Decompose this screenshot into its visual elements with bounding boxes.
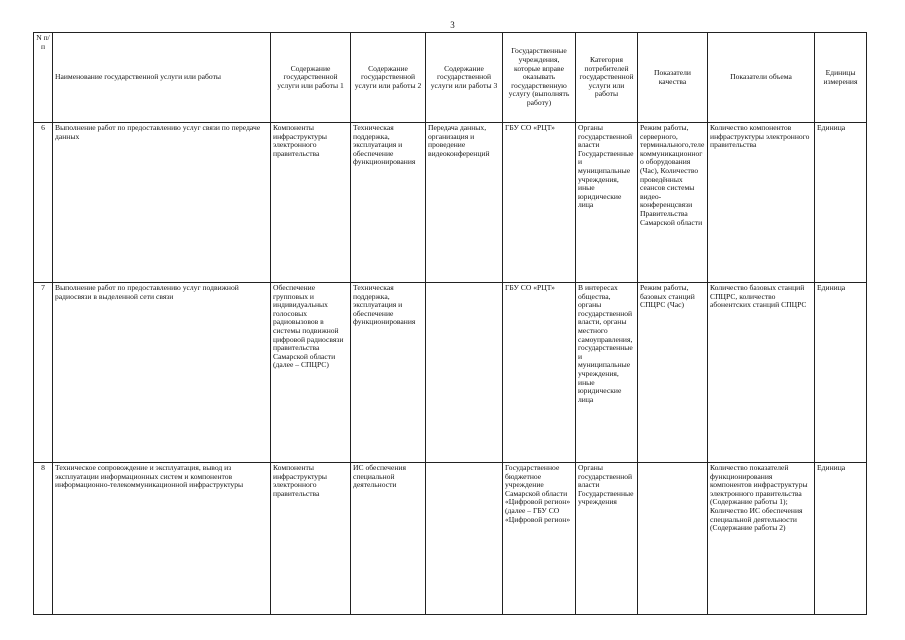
table-header-row xyxy=(34,33,867,123)
row-content1: Компоненты инфраструктуры электронного правительства xyxy=(271,123,351,283)
table-row xyxy=(34,463,867,615)
row-institutions: ГБУ СО «РЦТ» xyxy=(503,123,576,283)
row-consumers: Органы государственной власти Государственные учреждения xyxy=(576,463,638,615)
row-name: Выполнение работ по предоставлению услуг связи по передаче данных xyxy=(53,123,271,283)
table-row xyxy=(34,123,867,283)
row-units: Единица xyxy=(815,123,867,283)
row-content1: Компоненты инфраструктуры электронного правительства xyxy=(271,463,351,615)
header-institutions: Государственные учреждения, которые вправе оказывать государственную услугу (выполнять работу) xyxy=(503,33,576,123)
row-name: Выполнение работ по предоставлению услуг подвижной радиосвязи в выделенной сети связи xyxy=(53,283,271,463)
row-name: Техническое сопровождение и эксплуатация, вывод из эксплуатации информационных систем и компонентов информационно-телекоммуникационной инфраструктуры xyxy=(53,463,271,615)
row-institutions: ГБУ СО «РЦТ» xyxy=(503,283,576,463)
header-content3: Содержание государственной услуги или работы 3 xyxy=(426,33,503,123)
row-units: Единица xyxy=(815,283,867,463)
header-content2: Содержание государственной услуги или работы 2 xyxy=(351,33,426,123)
header-units: Единицы измерения xyxy=(815,33,867,123)
row-institutions: Государственное бюджетное учреждение Самарской области «Цифровой регион» (далее – ГБУ СО «Цифровой регион» xyxy=(503,463,576,615)
row-units: Единица xyxy=(815,463,867,615)
row-num: 8 xyxy=(34,463,53,615)
row-volume: Количество компонентов инфраструктуры электронного правительства xyxy=(708,123,815,283)
row-content2: Техническая поддержка, эксплуатация и обеспечение функционирования xyxy=(351,283,426,463)
table-row xyxy=(34,283,867,463)
header-name: Наименование государственной услуги или работы xyxy=(53,33,271,123)
row-num: 7 xyxy=(34,283,53,463)
row-consumers: В интересах общества, органы государственной власти, органы местного самоуправления, государственные и муниципальные учреждения, иные юридические лица xyxy=(576,283,638,463)
header-num: N п/п xyxy=(34,33,53,123)
row-volume: Количество показателей функционирования компонентов инфраструктуры электронного правительства (Содержание работы 1); Количество ИС обеспечения специальной деятельности (Содержание работы 2) xyxy=(708,463,815,615)
row-volume: Количество базовых станций СПЦРС, количество абонентских станций СПЦРС xyxy=(708,283,815,463)
row-content2: ИС обеспечения специальной деятельности xyxy=(351,463,426,615)
row-quality: Режим работы, базовых станций СПЦРС (Час) xyxy=(638,283,708,463)
header-quality: Показатели качества xyxy=(638,33,708,123)
header-volume: Показатели объема xyxy=(708,33,815,123)
row-quality: Режим работы, серверного, терминального,телекоммуникационного оборудования (Час), Количество проведённых сеансов системы видео-конференцсвязи Правительства Самарской области xyxy=(638,123,708,283)
row-num: 6 xyxy=(34,123,53,283)
header-content1: Содержание государственной услуги или работы 1 xyxy=(271,33,351,123)
page-number: 3 xyxy=(450,20,455,30)
row-consumers: Органы государственной власти Государственные и муниципальные учреждения, иные юридические лица xyxy=(576,123,638,283)
row-content3 xyxy=(426,283,503,463)
services-table xyxy=(33,32,867,615)
row-quality xyxy=(638,463,708,615)
row-content1: Обеспечение групповых и индивидуальных голосовых радиовызовов в системы подвижной цифровой радиосвязи правительства Самарской области (далее – СПЦРС) xyxy=(271,283,351,463)
row-content3: Передача данных, организация и проведение видеоконференций xyxy=(426,123,503,283)
header-consumers: Категория потребителей государственной услуги или работы xyxy=(576,33,638,123)
row-content3 xyxy=(426,463,503,615)
row-content2: Техническая поддержка, эксплуатация и обеспечение функционирования xyxy=(351,123,426,283)
